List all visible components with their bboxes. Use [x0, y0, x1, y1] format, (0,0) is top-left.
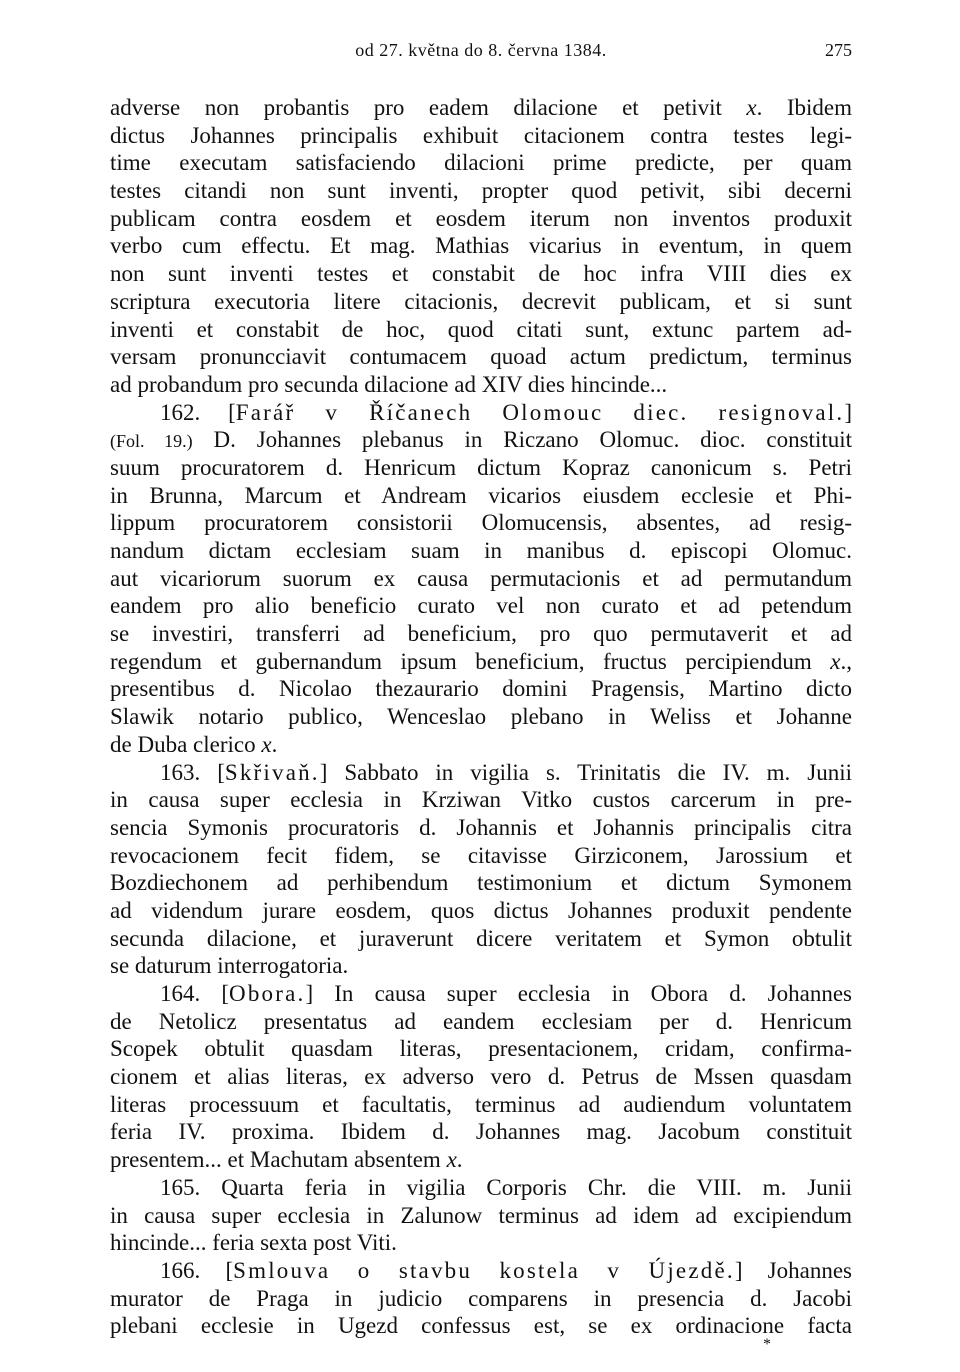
- text-span: cionem et alias literas, ex adverso vero d. Petrus de Mssen quasdam: [110, 1064, 852, 1090]
- text-span: verbo cum effectu. Et mag. Mathias vicarius in eventum, in quem: [110, 233, 852, 259]
- text-line: [110, 232, 852, 260]
- text-line: [110, 205, 852, 233]
- text-line: [110, 1063, 852, 1091]
- text-span: 162. [: [160, 399, 236, 425]
- text-line: [110, 399, 852, 427]
- footer-asterisk: *: [763, 1336, 771, 1353]
- text-line: [110, 814, 852, 842]
- text-span: revocacionem fecit fidem, se citavisse Girziconem, Jarossium et: [110, 842, 852, 868]
- italic-mark: x: [830, 648, 841, 674]
- text-span: 164. [: [160, 981, 230, 1006]
- text-line: [110, 260, 852, 288]
- text-line: [110, 952, 852, 980]
- text-line: [110, 1091, 852, 1119]
- text-span: secunda dilacione, et juraverunt dicere veritatem et Symon obtulit: [110, 925, 852, 951]
- text-span: scriptura executoria litere citacionis, decrevit publicam, et si sunt: [110, 288, 852, 314]
- text-line: [110, 1285, 852, 1313]
- spaced-heading: Obora.: [229, 981, 306, 1006]
- text-span: nandum dictam ecclesiam suam in manibus d. episcopi Olomuc.: [110, 538, 852, 563]
- text-span: time executam satisfaciendo dilacioni prime predicte, per quam: [110, 150, 852, 176]
- text-line: [110, 509, 852, 537]
- text-span: plebani ecclesie in Ugezd confessus est, se ex ordinacione facta: [110, 1313, 852, 1339]
- text-span: adverse non probantis pro eadem dilacione et petivit: [110, 95, 747, 120]
- text-span: in causa super ecclesia in Krziwan Vitko custos carcerum in pre-: [110, 787, 852, 813]
- text-line: [110, 371, 852, 399]
- text-span: suum procuratorem d. Henricum dictum Kopraz canonicum s. Petri: [110, 454, 852, 480]
- text-line: [110, 1146, 852, 1174]
- text-span: Scopek obtulit quasdam literas, presentacionem, cridam, confirma-: [110, 1036, 852, 1062]
- text-span: .: [271, 731, 278, 757]
- text-line: [110, 426, 852, 454]
- text-line: [110, 1312, 852, 1340]
- text-span: Bozdiechonem ad perhibendum testimonium et dictum Symonem: [110, 870, 852, 896]
- text-span: presentem... et Machutam absentem: [110, 1147, 447, 1173]
- body-text: [110, 94, 852, 1340]
- text-line: [110, 343, 852, 371]
- spaced-heading: Farář v Říčanech Olomouc diec. resignoval.: [235, 399, 845, 425]
- text-line: [110, 620, 852, 648]
- text-line: [110, 1229, 852, 1257]
- text-line: [110, 288, 852, 316]
- text-span: testes citandi non sunt inventi, propter quod petivit, sibi decerni: [110, 178, 852, 204]
- text-span: ]: [844, 399, 852, 425]
- text-line: [110, 980, 852, 1008]
- italic-mark: x: [746, 95, 757, 120]
- text-line: [110, 454, 852, 482]
- text-span: literas processuum et facultatis, terminus ad audiendum voluntatem: [110, 1091, 852, 1117]
- text-span: ] Johannes: [734, 1257, 852, 1283]
- page-header: [110, 40, 852, 68]
- folio-reference: (Fol. 19.): [110, 431, 193, 452]
- text-line: [110, 316, 852, 344]
- text-span: murator de Praga in judicio comparens in presencia d. Jacobi: [110, 1285, 852, 1311]
- text-line: [110, 703, 852, 731]
- text-span: 165. Quarta feria in vigilia Corporis Chr. die VIII. m. Junii: [160, 1174, 852, 1200]
- text-span: ] Sabbato in vigilia s. Trinitatis die IV. m. Junii: [319, 759, 852, 785]
- text-line: [110, 565, 852, 593]
- text-span: publicam contra eosdem et eosdem iterum non inventos produxit: [110, 205, 852, 231]
- text-span: ] In causa super ecclesia in Obora d. Johannes: [305, 981, 852, 1006]
- text-line: [110, 94, 852, 122]
- text-line: [110, 925, 852, 953]
- text-span: de Duba clerico: [110, 731, 262, 757]
- text-span: se daturum interrogatoria.: [110, 953, 349, 979]
- italic-mark: x: [261, 731, 272, 757]
- text-line: [110, 675, 852, 703]
- text-span: D. Johannes plebanus in Riczano Olomuc. dioc. constituit: [192, 427, 852, 453]
- text-line: [110, 592, 852, 620]
- text-line: [110, 1174, 852, 1202]
- text-span: eandem pro alio beneficio curato vel non curato et ad petendum: [110, 593, 852, 619]
- text-line: [110, 1035, 852, 1063]
- text-span: presentibus d. Nicolao thezaurario domini Pragensis, Martino dicto: [110, 676, 852, 702]
- text-span: in Brunna, Marcum et Andream vicarios eiusdem ecclesie et Phi-: [110, 482, 852, 508]
- page-number: 275: [825, 40, 852, 60]
- text-span: inventi et constabit de hoc, quod citati sunt, extunc partem ad-: [110, 316, 852, 342]
- text-line: [110, 897, 852, 925]
- text-span: lippum procuratorem consistorii Olomucensis, absentes, ad resig-: [110, 510, 852, 536]
- text-line: [110, 648, 852, 676]
- spaced-heading: Smlouva o stavbu kostela v Újezdě.: [233, 1257, 735, 1283]
- text-span: in causa super ecclesia in Zalunow terminus ad idem ad excipiendum: [110, 1202, 852, 1228]
- text-span: versam pronuncciavit contumacem quoad actum predictum, terminus: [110, 344, 852, 370]
- text-line: [110, 786, 852, 814]
- text-span: feria IV. proxima. Ibidem d. Johannes mag. Jacobum constituit: [110, 1119, 852, 1145]
- text-line: [110, 537, 852, 565]
- text-span: . Ibidem: [756, 95, 852, 120]
- text-span: Slawik notario publico, Wenceslao plebano in Weliss et Johanne: [110, 704, 852, 730]
- text-span: regendum et gubernandum ipsum beneficium, fructus percipiendum: [110, 648, 831, 674]
- text-line: [110, 1118, 852, 1146]
- text-line: [110, 149, 852, 177]
- text-span: non sunt inventi testes et constabit de hoc infra VIII dies ex: [110, 261, 852, 287]
- text-line: [110, 122, 852, 150]
- text-line: [110, 1008, 852, 1036]
- text-span: 163. [: [160, 759, 225, 785]
- text-span: dictus Johannes principalis exhibuit citacionem contra testes legi-: [110, 122, 852, 148]
- text-line: [110, 869, 852, 897]
- text-line: [110, 177, 852, 205]
- text-span: se investiri, transferri ad beneficium, pro quo permutaverit et ad: [110, 621, 852, 647]
- text-line: [110, 731, 852, 759]
- text-span: sencia Symonis procuratoris d. Johannis et Johannis principalis citra: [110, 814, 852, 840]
- text-span: 166. [: [160, 1257, 234, 1283]
- text-span: ad probandum pro secunda dilacione ad XIV dies hincinde...: [110, 371, 668, 397]
- spaced-heading: Skřivaň.: [224, 759, 320, 785]
- text-span: aut vicariorum suorum ex causa permutacionis et ad permutandum: [110, 565, 852, 591]
- text-line: [110, 842, 852, 870]
- running-title: od 27. května do 8. června 1384.: [355, 40, 607, 60]
- text-line: [110, 759, 852, 787]
- text-line: [110, 1202, 852, 1230]
- text-span: hincinde... feria sexta post Viti.: [110, 1230, 397, 1256]
- text-line: [110, 482, 852, 510]
- italic-mark: x: [446, 1147, 457, 1173]
- text-span: .,: [840, 648, 852, 674]
- text-span: de Netolicz presentatus ad eandem ecclesiam per d. Henricum: [110, 1008, 852, 1034]
- text-span: ad videndum jurare eosdem, quos dictus Johannes produxit pendente: [110, 897, 852, 923]
- text-line: [110, 1257, 852, 1285]
- text-span: .: [456, 1147, 463, 1173]
